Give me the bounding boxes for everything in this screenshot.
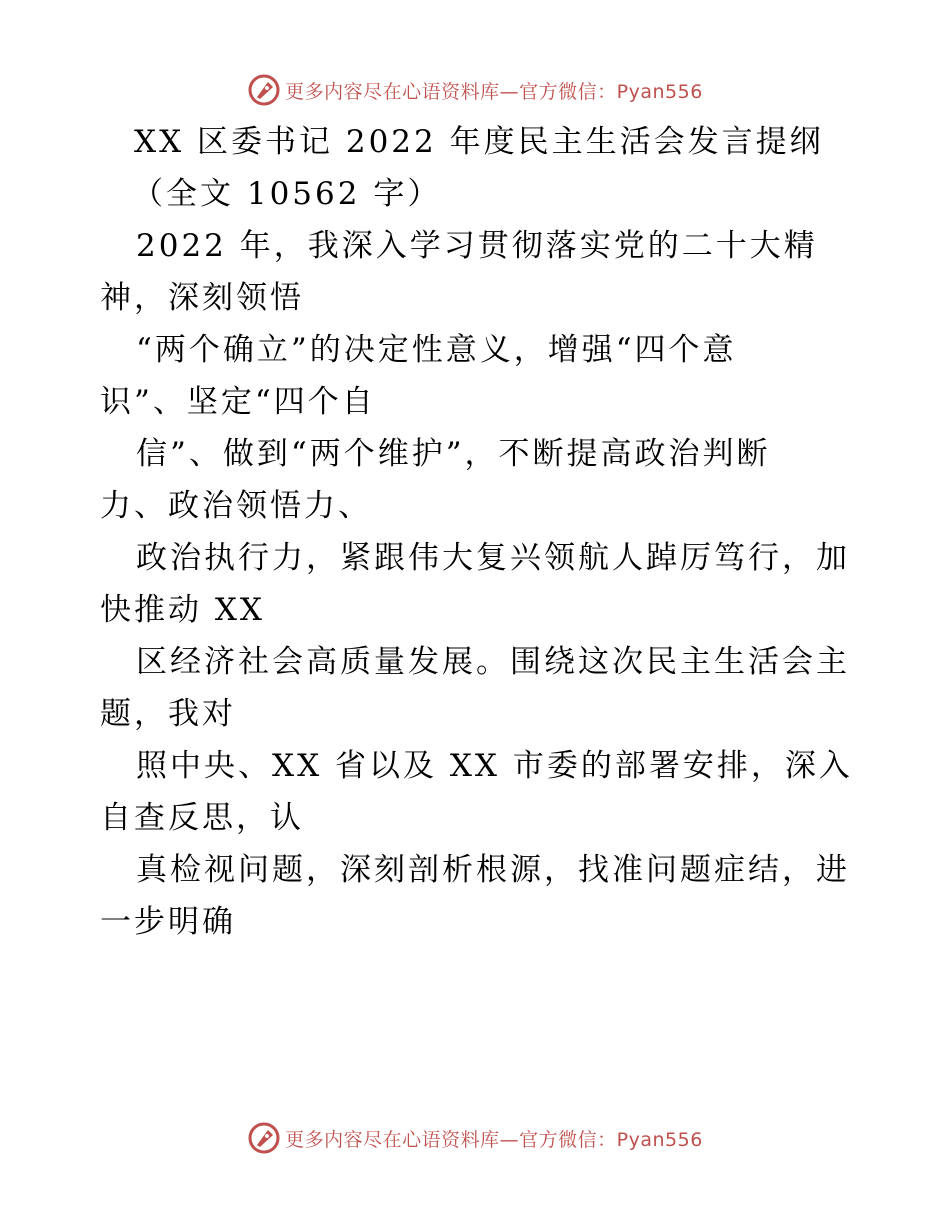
paragraph-line: 神，深刻领悟 bbox=[100, 280, 304, 316]
paragraph-line: 照中央、XX 省以及 XX 市委的部署安排，深入 bbox=[136, 748, 853, 784]
document-title: XX 区委书记 2022 年度民主生活会发言提纲 bbox=[134, 124, 824, 160]
pen-nib-logo-icon bbox=[247, 73, 281, 107]
paragraph-line: 政治执行力，紧跟伟大复兴领航人踔厉笃行，加 bbox=[136, 540, 850, 576]
pen-nib-logo-icon bbox=[247, 1121, 281, 1155]
paragraph-line: 2022 年，我深入学习贯彻落实党的二十大精 bbox=[136, 228, 818, 264]
paragraph-line: 真检视问题，深刻剖析根源，找准问题症结，进 bbox=[136, 852, 850, 888]
watermark-text: 更多内容尽在心语资料库—官方微信：Pyan556 bbox=[285, 80, 703, 103]
document-subtitle: （全文 10562 字） bbox=[132, 176, 442, 212]
paragraph-line: 自查反思，认 bbox=[100, 800, 304, 836]
footer-watermark bbox=[0, 1118, 950, 1158]
header-watermark bbox=[0, 70, 950, 110]
watermark-text: 更多内容尽在心语资料库—官方微信：Pyan556 bbox=[285, 1128, 703, 1151]
paragraph-line: 信”、做到“两个维护”，不断提高政治判断 bbox=[136, 436, 771, 472]
paragraph-line: 题，我对 bbox=[100, 696, 236, 732]
paragraph-line: 区经济社会高质量发展。围绕这次民主生活会主 bbox=[136, 644, 850, 680]
document-body bbox=[100, 122, 860, 954]
paragraph-line: “两个确立”的决定性意义，增强“四个意 bbox=[136, 332, 737, 368]
paragraph-line: 力、政治领悟力、 bbox=[100, 488, 372, 524]
paragraph-line: 一步明确 bbox=[100, 904, 236, 940]
paragraph-line: 识”、坚定“四个自 bbox=[100, 384, 376, 420]
paragraph-line: 快推动 XX bbox=[100, 592, 265, 628]
